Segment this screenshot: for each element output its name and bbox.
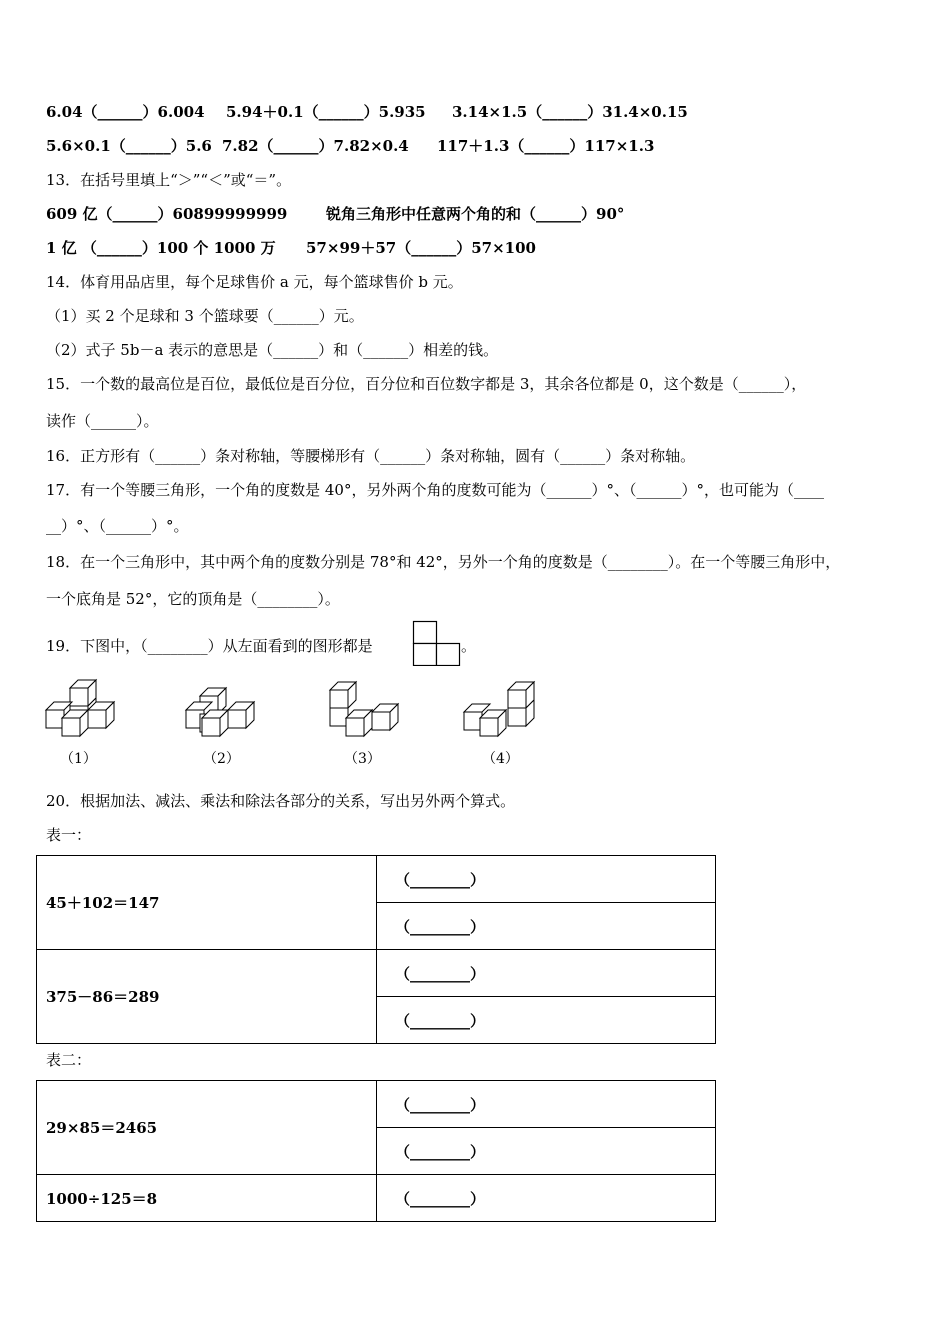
- equation-cell: 45＋102＝147: [37, 856, 377, 950]
- equation-cell: 375－86＝289: [37, 950, 377, 1044]
- table2-label: 表二：: [46, 1051, 92, 1069]
- table-row: [37, 950, 716, 997]
- q18-line1: 18．在一个三角形中，其中两个角的度数分别是 78°和 42°，另外一个角的度数是（________）。在一个等腰三角形中，: [46, 553, 841, 571]
- q13-row2-item1: 1 亿 （______）100 个 1000 万: [46, 239, 276, 257]
- q20-title: 20．根据加法、减法、乘法和除法各部分的关系，写出另外两个算式。: [46, 792, 516, 810]
- answer-blank-cell[interactable]: （________）: [377, 903, 716, 950]
- table-row: [37, 1081, 716, 1128]
- q14-title: 14．体育用品店里，每个足球售价 a 元，每个篮球售价 b 元。: [46, 273, 463, 291]
- figure-label-2: （2）: [203, 751, 240, 767]
- equation-cell: 1000÷125＝8: [37, 1175, 377, 1222]
- q14-part2: （2）式子 5b－a 表示的意思是（______）和（______）相差的钱。: [46, 341, 499, 359]
- q13-row2-item2: 57×99＋57（______）57×100: [306, 239, 536, 257]
- q16-text: 16．正方形有（______）条对称轴，等腰梯形有（______）条对称轴，圆有（______）条对称轴。: [46, 447, 696, 465]
- q19-left-view-icon: [412, 620, 462, 666]
- table-one: [36, 855, 716, 1044]
- answer-blank-cell[interactable]: （________）: [377, 997, 716, 1044]
- answer-blank-cell[interactable]: （________）: [377, 856, 716, 903]
- q15-line2: 读作（______）。: [46, 412, 159, 430]
- cube-figure-1-icon: [40, 672, 130, 744]
- q13-row1-item2: 锐角三角形中任意两个角的和（______）90°: [326, 205, 625, 223]
- answer-blank-cell[interactable]: （________）: [377, 1081, 716, 1128]
- q12-row2-item3: 117＋1.3（______）117×1.3: [437, 137, 655, 155]
- cube-figure-2-icon: [180, 684, 270, 744]
- q13-row1-item1: 609 亿（______）60899999999: [46, 205, 288, 223]
- q12-row2-item2: 7.82（______）7.82×0.4: [222, 137, 409, 155]
- q19-text-after: 。: [461, 637, 477, 655]
- cube-figure-4-icon: [458, 676, 548, 744]
- q13-title: 13．在括号里填上“＞”“＜”或“＝”。: [46, 171, 292, 189]
- q15-line1: 15．一个数的最高位是百位，最低位是百分位，百分位和百位数字都是 3，其余各位都是 0，这个数是（______），: [46, 375, 807, 393]
- figure-label-1: （1）: [60, 751, 97, 767]
- table-row: [37, 1175, 716, 1222]
- q12-row1-item2: 5.94＋0.1（______）5.935: [226, 103, 426, 121]
- answer-blank-cell[interactable]: （________）: [377, 1128, 716, 1175]
- q12-row1-item3: 3.14×1.5（______）31.4×0.15: [452, 103, 688, 121]
- figure-label-3: （3）: [344, 751, 381, 767]
- q17-line2: __）°、（______）°。: [46, 517, 189, 535]
- cube-figure-3-icon: [324, 676, 414, 744]
- figure-label-4: （4）: [482, 751, 519, 767]
- table-row: [37, 856, 716, 903]
- q12-row2-item1: 5.6×0.1（______）5.6: [46, 137, 212, 155]
- answer-blank-cell[interactable]: （________）: [377, 950, 716, 997]
- q18-line2: 一个底角是 52°，它的顶角是（________）。: [46, 590, 340, 608]
- q17-line1: 17．有一个等腰三角形，一个角的度数是 40°，另外两个角的度数可能为（______）°、（______）°，也可能为（____: [46, 481, 824, 499]
- q14-part1: （1）买 2 个足球和 3 个篮球要（______）元。: [46, 307, 364, 325]
- table-two: [36, 1080, 716, 1222]
- q12-row1-item1: 6.04（______）6.004: [46, 103, 205, 121]
- equation-cell: 29×85＝2465: [37, 1081, 377, 1175]
- table1-label: 表一：: [46, 826, 92, 844]
- q19-text-before: 19．下图中，（________）从左面看到的图形都是: [46, 637, 373, 655]
- answer-blank-cell[interactable]: （________）: [377, 1175, 716, 1222]
